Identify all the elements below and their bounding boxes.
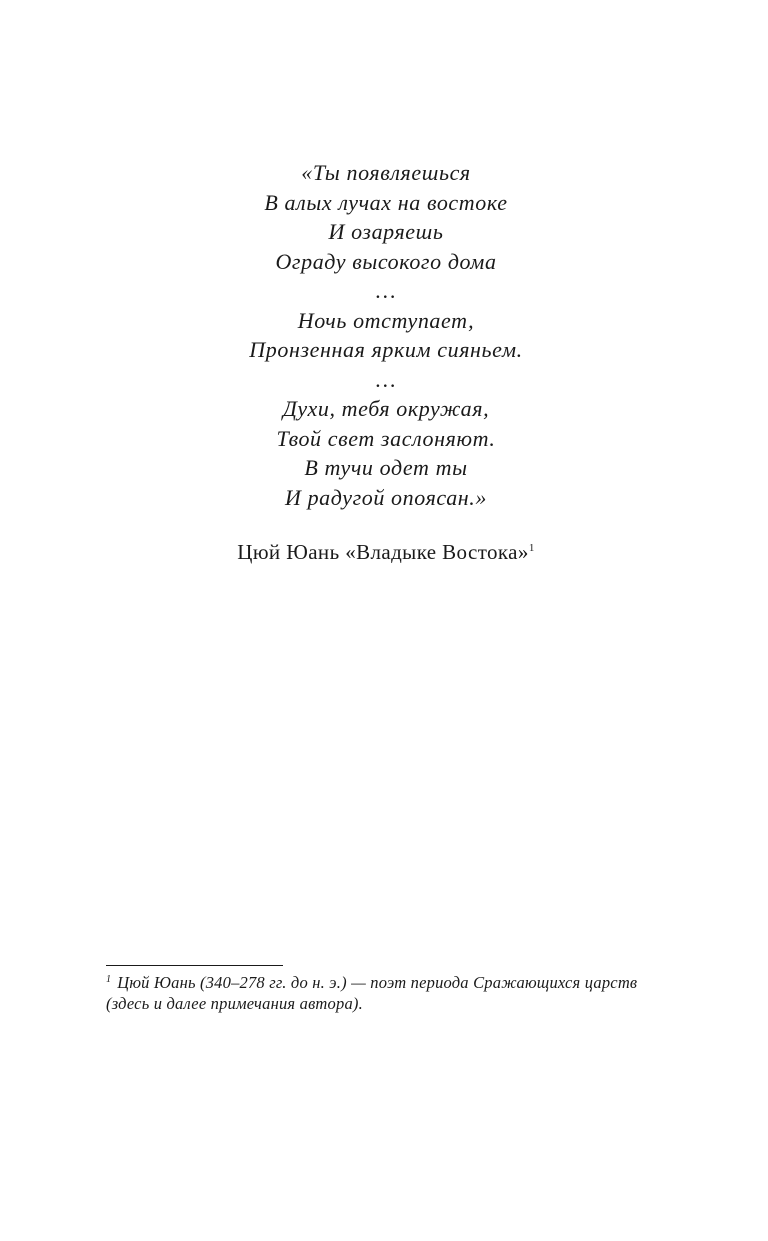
poem-line: Пронзенная ярким сияньем.: [249, 337, 523, 362]
footnote-text: Цюй Юань (340–278 гг. до н. э.) — поэт периода Сражающихся царств (здесь и далее примечания автора).: [106, 973, 638, 1013]
footnote-reference[interactable]: 1: [528, 542, 535, 554]
poem-ellipsis: …: [375, 278, 397, 303]
poem-line: Духи, тебя окружая,: [282, 396, 490, 421]
footnote-marker: 1: [106, 973, 112, 985]
poem-epigraph: [0, 158, 768, 512]
poem-line: И радугой опоясан.»: [284, 484, 488, 510]
poem-line: Ночь отступает,: [297, 307, 475, 333]
poem-line: В тучи одет ты: [304, 455, 468, 480]
poem-line: В алых лучах на востоке: [264, 189, 508, 215]
poem-line: Твой свет заслоняют.: [276, 425, 496, 451]
footnote: [106, 972, 666, 1014]
poem-line: «Ты появляешься: [301, 160, 471, 185]
poem-attribution: [0, 540, 768, 565]
poem-ellipsis: …: [375, 366, 397, 392]
footnote-divider: [106, 965, 283, 966]
poem-line: Ограду высокого дома: [275, 248, 497, 274]
poem-line: И озаряешь: [328, 219, 444, 244]
attribution-text: Цюй Юань «Владыке Востока»: [237, 540, 529, 564]
